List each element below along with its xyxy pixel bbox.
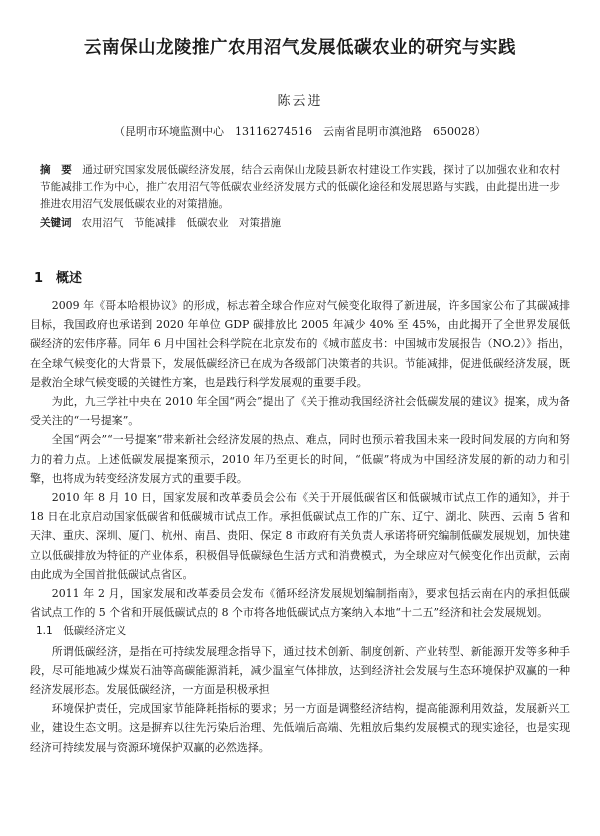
section-heading: 1 概述 xyxy=(34,271,83,286)
paragraph: 环境保护责任，完成国家节能降耗指标的要求；另一方面是调整经济结构，提高能源利用效益，发展新兴工业，建设生态文明。这是摒弃以往先污染后治理、先低端后高端、先粗放后集约发展模式的现实途径，也是实现经济可持续发展与资源环境保护双赢的必然选择。 xyxy=(30,702,570,754)
author-affiliation: （昆明市环境监测中心 13116274516 云南省昆明市滇池路 650028） xyxy=(114,125,486,138)
abstract-block xyxy=(40,162,560,232)
body-text xyxy=(30,296,570,757)
subsection-heading: 1.1 低碳经济定义 xyxy=(36,625,127,638)
abstract xyxy=(40,162,560,213)
paper-author: 陈云进 xyxy=(277,94,323,109)
abstract-text: 通过研究国家发展低碳经济发展，结合云南保山龙陵县新农村建设工作实践，探讨了以加强农业和农村节能减排工作为中心，推广农用沼气等低碳农业经济发展方式的低碳化途径和发展思路与实践，由此提出进一步推进农用沼气发展低碳农业的对策措施。 xyxy=(40,164,560,210)
paper-title: 云南保山龙陵推广农用沼气发展低碳农业的研究与实践 xyxy=(84,38,516,58)
paragraph: 2010 年 8 月 10 日，国家发展和改革委员会公布《关于开展低碳省区和低碳城市试点工作的通知》，并于 18 日在北京启动国家低碳省和低碳城市试点工作。承担低碳试点工作的广东、辽宁、湖北、陕西、云南 5 省和天津、重庆、深圳、厦门、杭州、南昌、贵阳、保定 8 市政府有关负责人承诺将研究编制低碳发展规划，加快建立以低碳排放为特征的产业体系，积极倡导低碳绿色生活方式和消费模式，为全球应对气候变化作出贡献，云南由此成为全国首批低碳试点省区。 xyxy=(30,491,570,581)
paragraph: 2009 年《哥本哈根协议》的形成，标志着全球合作应对气候变化取得了新进展，许多国家公布了其碳减排目标，我国政府也承诺到 2020 年单位 GDP 碳排放比 2005 年减少 40% 至 45%，由此揭开了全世界发展低碳经济的宏伟序幕。同年 6 月中国社会科学院在北京发布的《城市蓝皮书：中国城市发展报告（NO.2）》指出，在全球气候变化的大背景下，发展低碳经济已在成为各级部门决策者的共识。节能减排，促进低碳经济发展，既是救治全球气候变暖的关键性方案，也是践行科学发展观的重要手段。 xyxy=(30,299,570,389)
keywords xyxy=(40,215,560,232)
keywords-text: 农用沼气 节能减排 低碳农业 对策措施 xyxy=(81,217,282,229)
paragraph: 2011 年 2 月，国家发展和改革委员会发布《循环经济发展规划编制指南》，要求包括云南在内的承担低碳省试点工作的 5 个省和开展低碳试点的 8 个市将各地低碳试点方案纳入本地“十二五”经济和社会发展规划。 xyxy=(30,587,570,620)
abstract-label: 摘 要 xyxy=(40,164,72,176)
paragraph: 为此，九三学社中央在 2010 年全国“两会”提出了《关于推动我国经济社会低碳发展的建议》提案，成为备受关注的“一号提案”。 xyxy=(30,395,570,428)
paragraph: 全国“两会”“一号提案”带来新社会经济发展的热点、难点，同时也预示着我国未来一段时间发展的方向和努力的着力点。上述低碳发展提案预示，2010 年乃至更长的时间，“低碳”将成为中国经济发展的新的动力和引擎，也将成为转变经济发展方式的重要手段。 xyxy=(30,433,570,485)
keywords-label: 关键词 xyxy=(40,217,72,229)
paragraph: 所谓低碳经济，是指在可持续发展理念指导下，通过技术创新、制度创新、产业转型、新能源开发等多种手段，尽可能地减少煤炭石油等高碳能源消耗，减少温室气体排放，达到经济社会发展与生态环境保护双赢的一种经济发展形态。发展低碳经济，一方面是积极承担 xyxy=(30,644,570,697)
